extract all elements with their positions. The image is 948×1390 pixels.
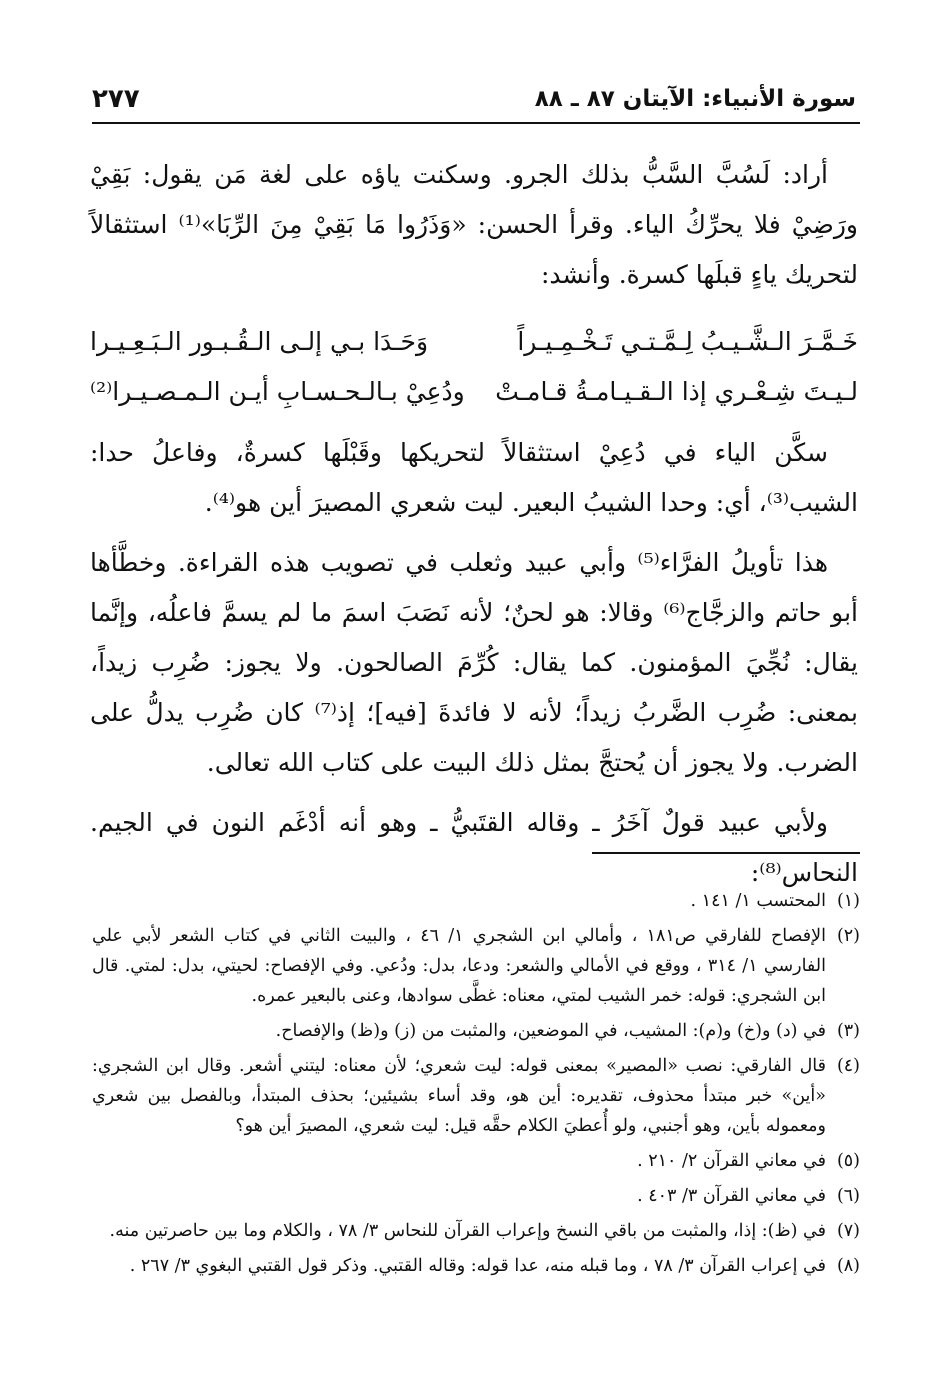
footnote-2 [92,921,860,1011]
paragraph-4-text: ولأبي عبيد قولٌ آخَرُ ـ وقاله القتَبيُّ ـ وهو أنه أدْغَم النون في الجيم. النحاس⁽⁸⁾: [90,808,858,887]
verse-2-first-hemistich: لـيـتَ شِـعْـري إذا الـقـيـامـةُ قـامـتْ [495,377,858,406]
footnote-number: (٣) [836,1021,860,1041]
footnote-text: الإفصاح للفارقي ص١٨١ ، وأمالي ابن الشجري ١/ ٤٦ ، والبيت الثاني في كتاب الشعر لأبي علي الفارسي ١/ ٣١٤ ، ووقع في الأمالي والشعر: ودعا، بدل: ودُعي. وفي الإفصاح: لحيتي، بدل: لمتي. قال ابن الشجري: قوله: خمر الشيب لمتي، معناه: غطَّى سوادها، وعنى بالبعير عمره. [92,926,826,1006]
paragraph-3-text: هذا تأويلُ الفرَّاء⁽⁵⁾ وأبي عبيد وثعلب في تصويب هذه القراءة. وخطَّأها أبو حاتم والزجَّاج⁽⁶⁾ وقالا: هو لحنٌ؛ لأنه نَصَبَ اسمَ ما لم يسمَّ فاعلُه، وإنَّما يقال: نُجِّيَ المؤمنون. كما يقال: كُرِّمَ الصالحون. ولا يجوز: ضُرِب زيداً، بمعنى: ضُرِب الضَّربُ زيداً؛ لأنه لا فائدةَ [فيه]؛ إذ⁽⁷⁾ كان ضُرِب يدلُّ على الضرب. ولا يجوز أن يُحتجَّ بمثل ذلك البيت على كتاب الله تعالى. [90,548,859,777]
paragraph-1-text: أراد: لَسُبَّ السَّبُّ بذلك الجرو. وسكنت ياؤه على لغة مَن يقول: بَقِيْ ورَضِيْ فلا يحرِّكُ الياء. وقرأ الحسن: «وَذَرُوا مَا بَقِيْ مِنَ الرِّبَا»⁽¹⁾ استثقالاً لتحريك ياءٍ قبلَها كسرة. وأنشد: [90,160,858,289]
page-number: ٢٧٧ [92,84,140,114]
footnote-text: في معاني القرآن ٢/ ٢١٠ . [637,1151,826,1171]
footnote-number: (٥) [836,1151,860,1171]
paragraph-3 [90,538,858,788]
footnote-5 [92,1146,860,1176]
running-header [92,84,856,120]
footnotes [92,886,860,1286]
footnote-divider [592,852,860,854]
footnote-6 [92,1181,860,1211]
footnote-number: (١) [836,891,860,911]
footnote-text: المحتسب ١/ ١٤١ . [690,891,826,911]
footnote-number: (٤) [836,1056,860,1076]
footnote-4 [92,1051,860,1141]
footnote-number: (٨) [836,1256,860,1276]
footnote-8 [92,1251,860,1281]
footnote-text: في معاني القرآن ٣/ ٤٠٣ . [637,1186,826,1206]
verse-2-second-hemistich: ودُعِيْ بـالـحـسـابِ أيـن الـمـصـيـرا⁽²⁾ [90,377,465,406]
paragraph-1 [90,150,858,300]
footnote-text: في (ظ): إذا، والمثبت من باقي النسخ وإعراب القرآن للنحاس ٣/ ٧٨ ، والكلام وما بين حاصرتين منه. [109,1221,826,1241]
footnote-7 [92,1216,860,1246]
footnote-3 [92,1016,860,1046]
header-divider [92,122,860,124]
footnote-number: (٢) [836,926,860,946]
paragraph-2-text: سكَّن الياء في دُعِيْ استثقالاً لتحريكها وقَبْلَها كسرةٌ، وفاعلُ حدا: الشيب⁽³⁾، أي: وحدا الشيبُ البعير. ليت شعري المصيرَ أين هو⁽⁴⁾. [90,438,858,517]
header-title: سورة الأنبياء: الآيتان ٨٧ ـ ٨٨ [534,86,856,112]
paragraph-2 [90,428,858,528]
footnote-number: (٦) [836,1186,860,1206]
footnote-text: في (د) و(خ) و(م): المشيب، في الموضعين، والمثبت من (ز) و(ظ) والإفصاح. [275,1021,826,1041]
verse-1-first-hemistich: خَـمَّـرَ الـشَّـيـبُ لِـمَّـتـي تَـخْـمِـيـراً [517,327,858,356]
paragraph-4 [90,798,858,898]
footnote-1 [92,886,860,916]
footnote-number: (٧) [836,1221,860,1241]
footnote-text: في إعراب القرآن ٣/ ٧٨ ، وما قبله منه، عدا قوله: وقاله القتبي. وذكر قول القتبي البغوي ٣/ ٢٦٧ . [129,1256,826,1276]
verse-1-second-hemistich: وَحَـدَا بـي إلـى الـقُـبـور الـبَـعِـيـرا [90,327,429,356]
footnote-text: قال الفارقي: نصب «المصير» بمعنى قوله: ليت شعري؛ لأن معناه: ليتني أشعر. وقال ابن الشجري: «أين» خبر مبتدأ محذوف، تقديره: أين هو، وقد أساء بشيئين؛ بحذف المبتدأ، وبالفصل بين شعري ومعموله بأين، وهو أجنبي، ولو أُعطيَ الكلام حقَّه قيل: ليت شعري، المصيرَ أين هو؟ [92,1056,826,1136]
